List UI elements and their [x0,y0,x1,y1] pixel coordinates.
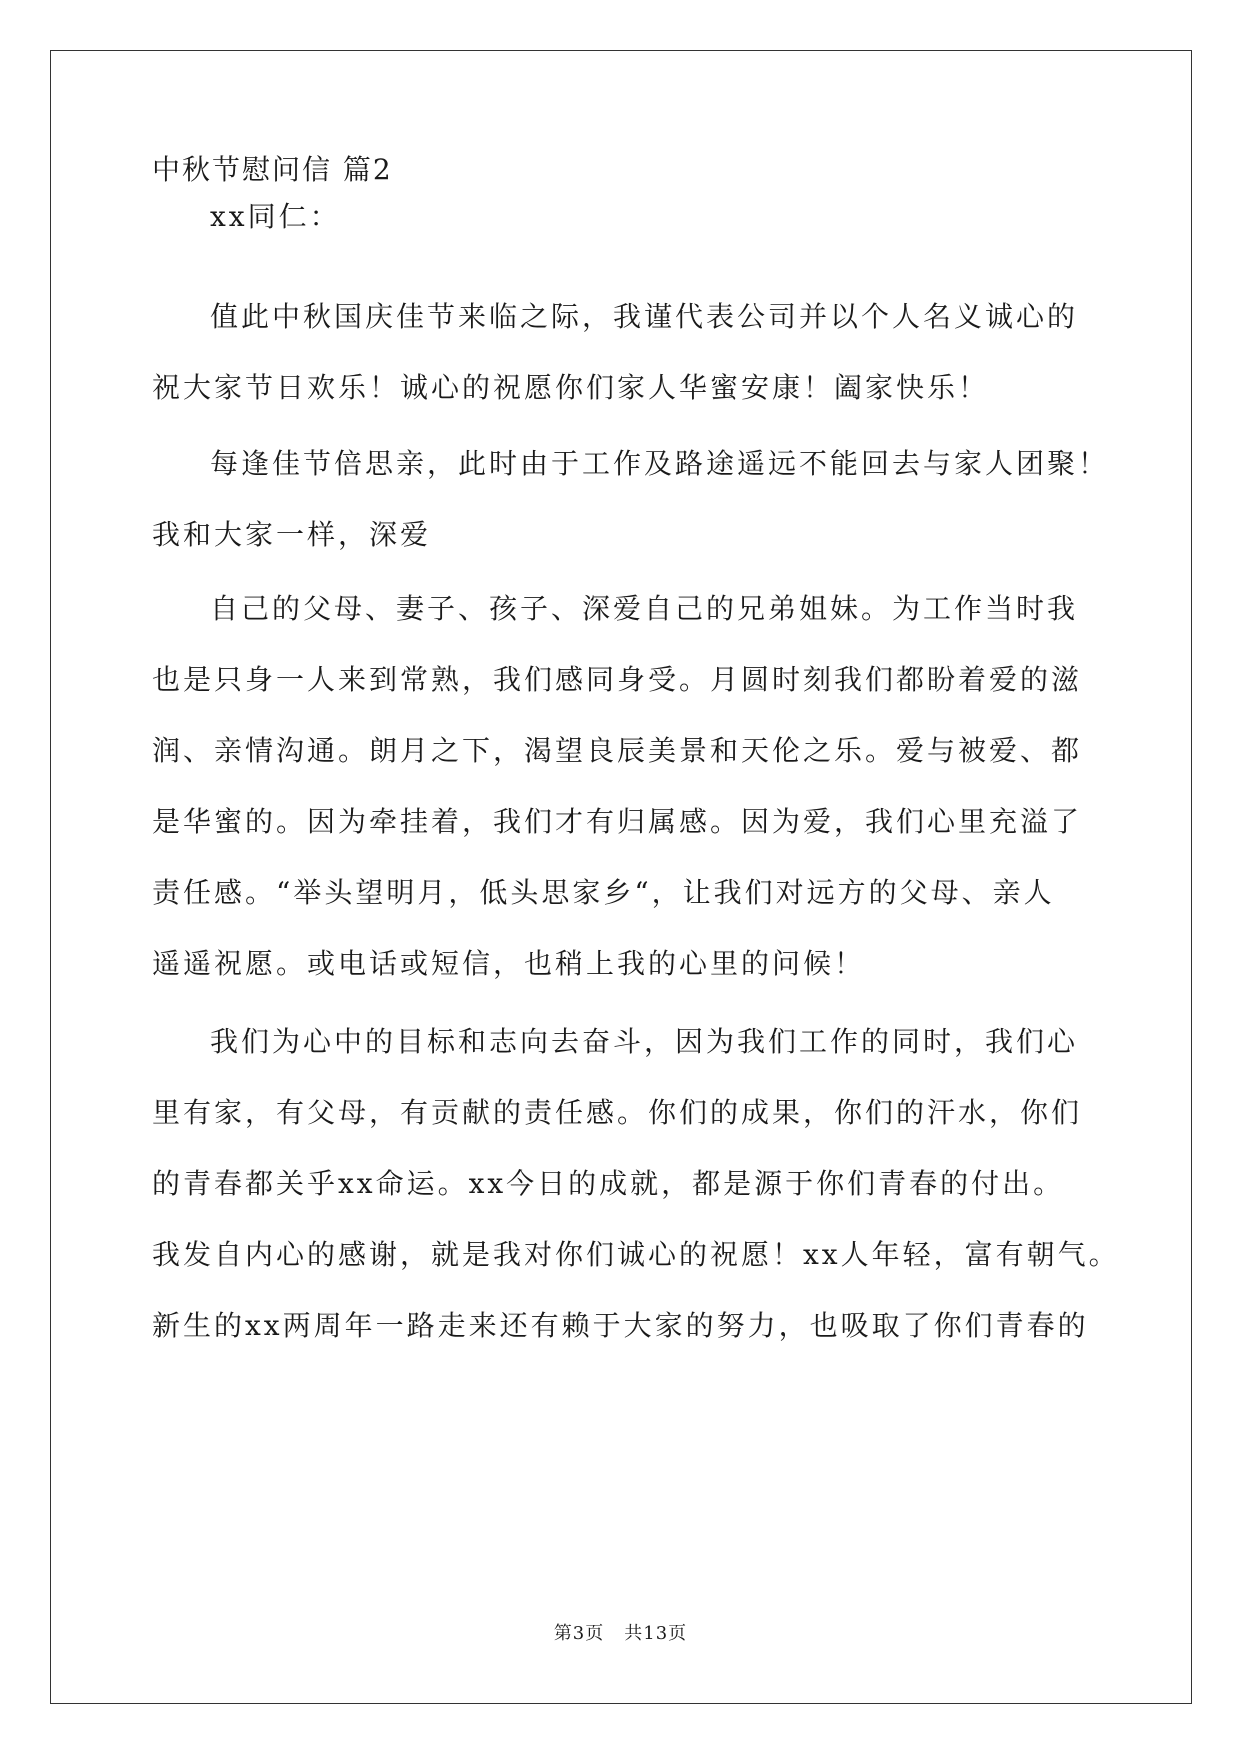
page-number: 第3页 [553,1623,605,1644]
paragraph-line: 我和大家一样，深爱 [152,518,432,551]
paragraph-line: 每逢佳节倍思亲，此时由于工作及路途遥远不能回去与家人团聚！ [210,447,1110,480]
paragraph-line: 责任感。“举头望明月，低头思家乡“，让我们对远方的父母、亲人 [152,876,1055,909]
salutation: xx同仁： [210,200,341,233]
paragraph-line: 的青春都关乎xx命运。xx今日的成就，都是源于你们青春的付出。 [152,1167,1065,1200]
paragraph-line: 新生的xx两周年一路走来还有赖于大家的努力，也吸取了你们青春的 [152,1309,1089,1342]
document-title: 中秋节慰问信 篇2 [152,153,393,186]
paragraph-line: 祝大家节日欢乐！诚心的祝愿你们家人华蜜安康！阖家快乐！ [152,371,990,404]
page-footer [0,1622,1241,1646]
paragraph-line: 遥遥祝愿。或电话或短信，也稍上我的心里的问候！ [152,947,866,980]
paragraph-line: 值此中秋国庆佳节来临之际，我谨代表公司并以个人名义诚心的 [210,300,1079,333]
paragraph-line: 也是只身一人来到常熟，我们感同身受。月圆时刻我们都盼着爱的滋 [152,663,1083,696]
paragraph-line: 是华蜜的。因为牵挂着，我们才有归属感。因为爱，我们心里充溢了 [152,805,1083,838]
paragraph-line: 润、亲情沟通。朗月之下，渴望良辰美景和天伦之乐。爱与被爱、都 [152,734,1083,767]
paragraph-line: 我们为心中的目标和志向去奋斗，因为我们工作的同时，我们心 [210,1025,1079,1058]
paragraph-line: 里有家，有父母，有贡献的责任感。你们的成果，你们的汗水，你们 [152,1096,1083,1129]
paragraph-line: 自己的父母、妻子、孩子、深爱自己的兄弟姐妹。为工作当时我 [210,592,1079,625]
page-total: 共13页 [624,1623,688,1644]
paragraph-line: 我发自内心的感谢，就是我对你们诚心的祝愿！xx人年轻，富有朝气。 [152,1238,1120,1271]
